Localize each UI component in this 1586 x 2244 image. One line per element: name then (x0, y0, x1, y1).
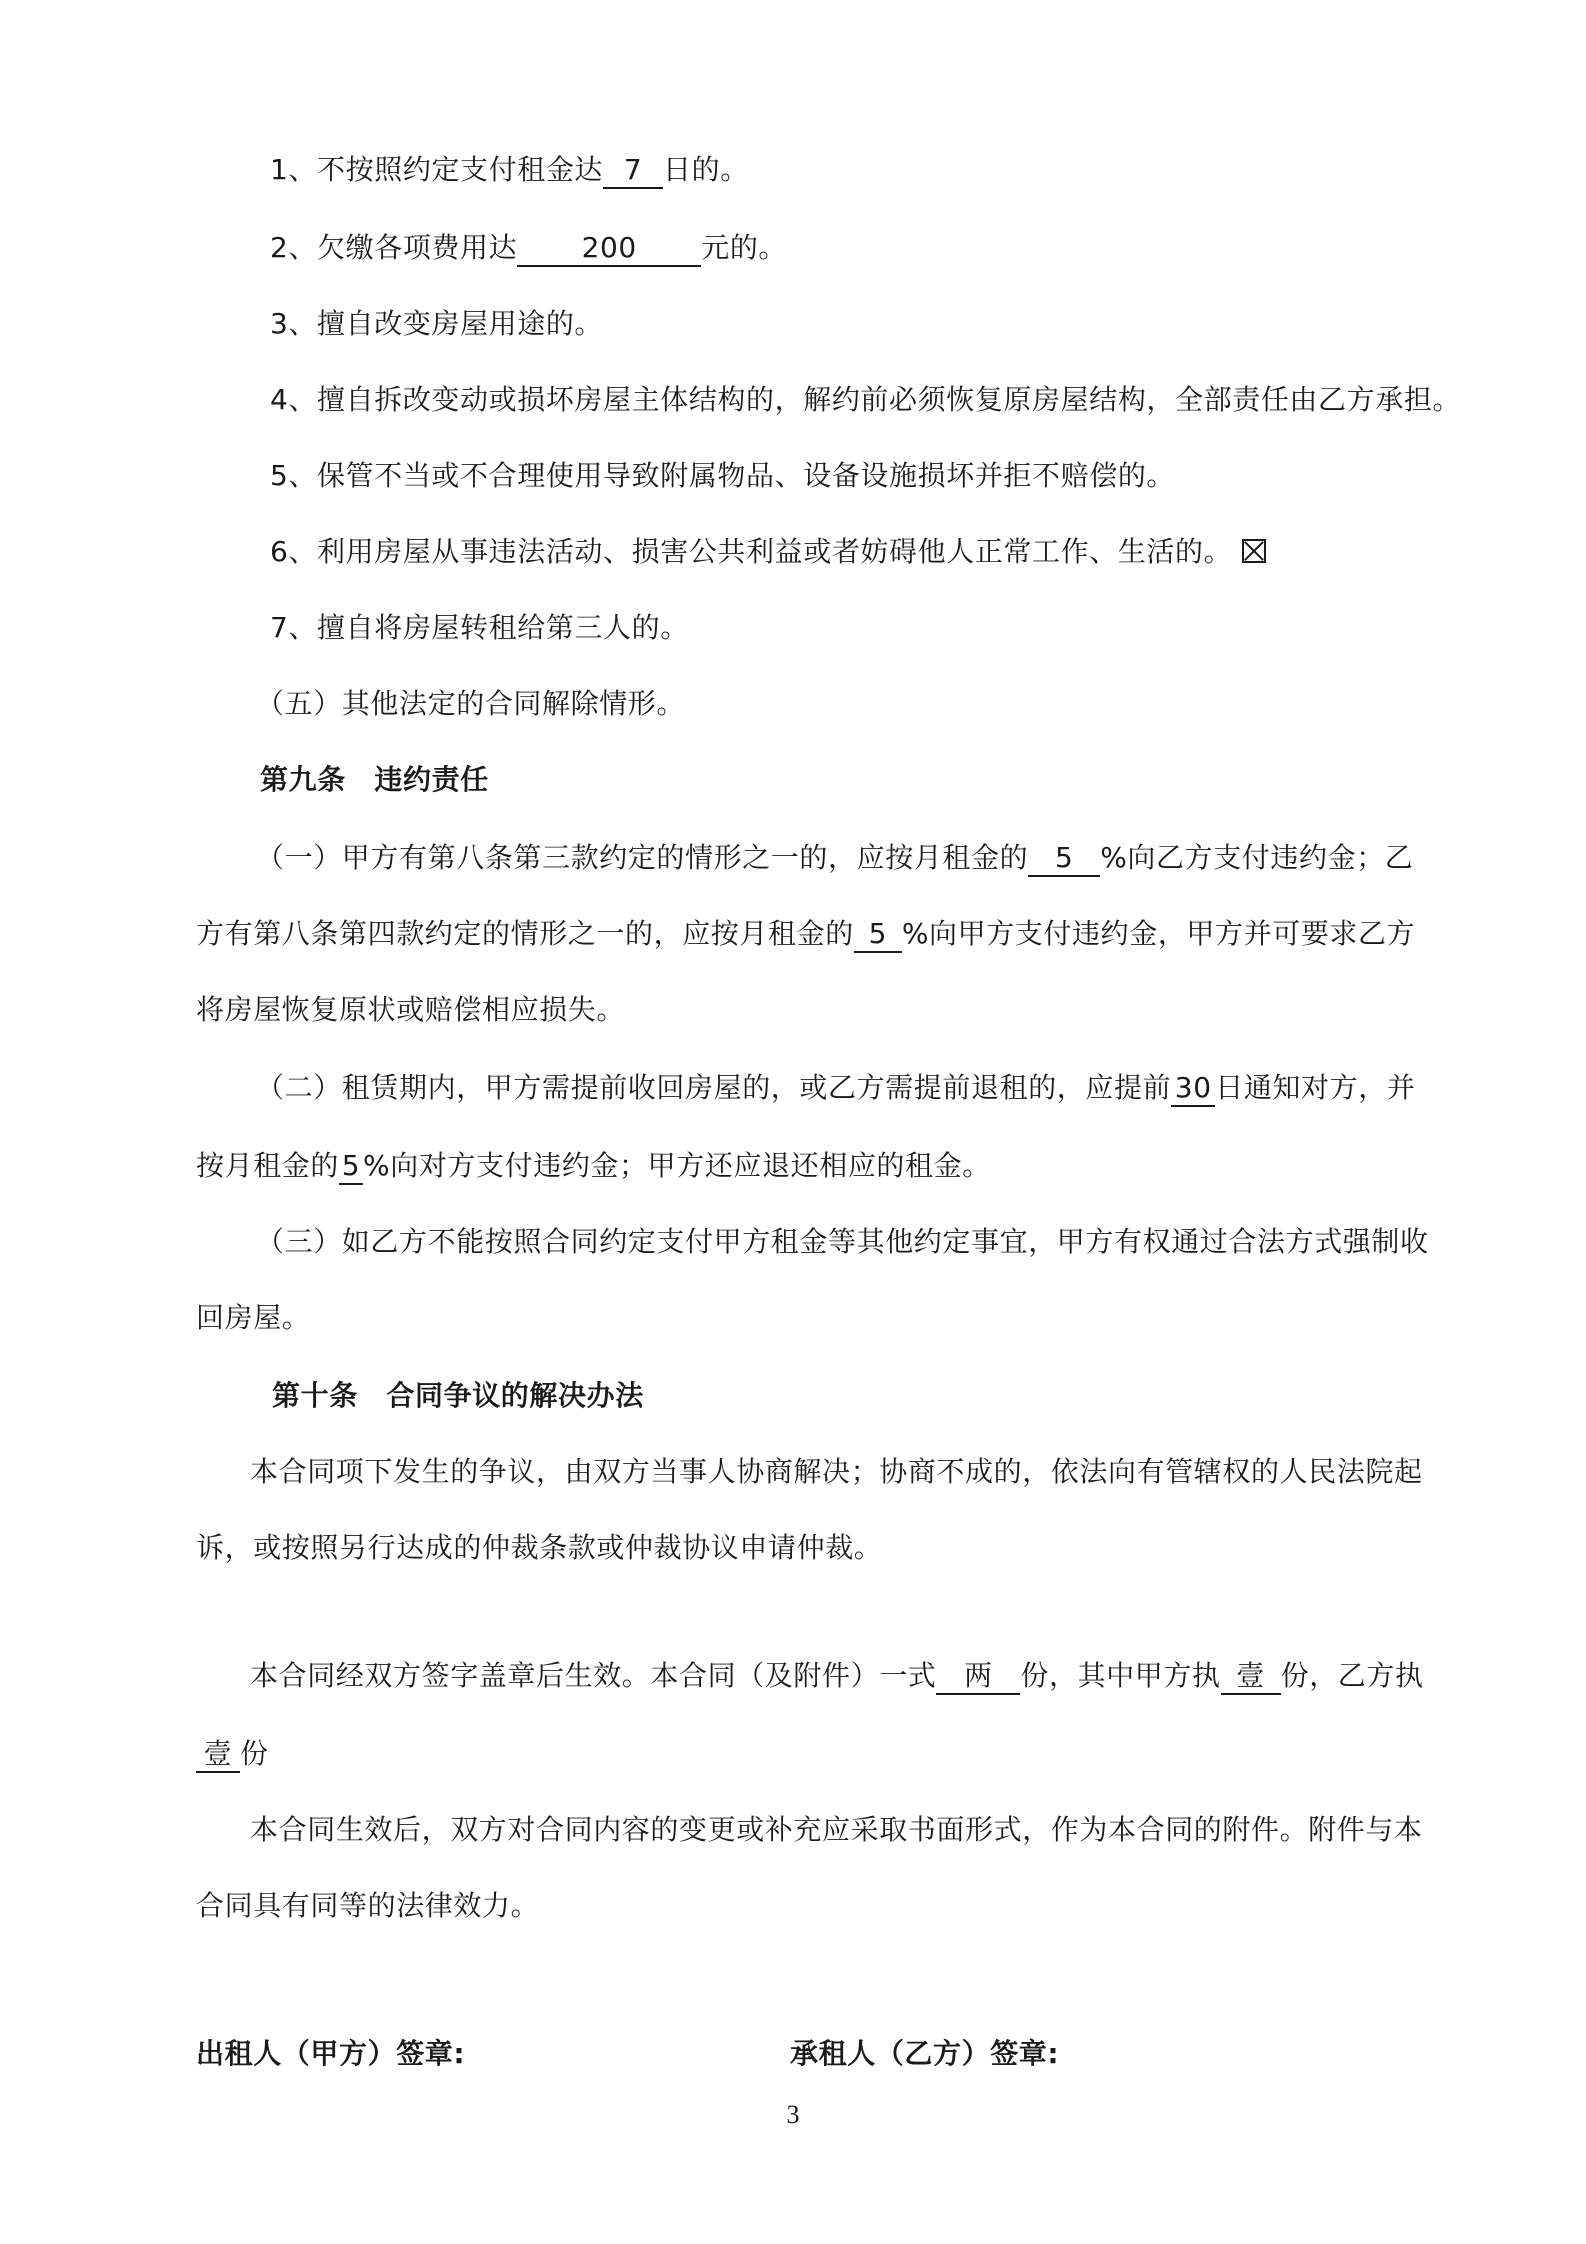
clause-item-2: 2、欠缴各项费用达 200 元的。 (270, 228, 787, 268)
article-9-para-2-line-2: 按月租金的5%向对方支付违约金；甲方还应退还相应的租金。 (196, 1146, 991, 1186)
lessor-signature-label: 出租人（甲方）签章: (196, 2037, 466, 2070)
clause-item-3: 3、擅自改变房屋用途的。 (270, 307, 604, 340)
article-9-para-3-line-1: （三）如乙方不能按照合同约定支付甲方租金等其他约定事宜，甲方有权通过合法方式强制收 (256, 1225, 1429, 1258)
lessee-signature-label: 承租人（乙方）签章: (790, 2037, 1060, 2070)
article-10-heading: 第十条 合同争议的解决办法 (272, 1379, 644, 1412)
arrears-amount-field: 200 (517, 231, 701, 267)
closing-para-2-line-1: 本合同生效后，双方对合同内容的变更或补充应采取书面形式，作为本合同的附件。附件与本 (250, 1813, 1423, 1846)
clause-item-6: 6、利用房屋从事违法活动、损害公共利益或者妨碍他人正常工作、生活的。 (270, 532, 1266, 572)
lessor-copies-field: 壹 (1221, 1659, 1281, 1695)
article-9-para-1-line-1: （一）甲方有第八条第三款约定的情形之一的，应按月租金的 5 %向乙方支付违约金；乙 (256, 838, 1413, 878)
closing-para-2-line-2: 合同具有同等的法律效力。 (196, 1889, 540, 1922)
article-9-para-2-line-1: （二）租赁期内，甲方需提前收回房屋的，或乙方需提前退租的，应提前 30 日通知对方，并 (256, 1068, 1415, 1108)
closing-para-1-line-2: 壹 份 (196, 1734, 269, 1774)
article-9-heading: 第九条 违约责任 (260, 763, 489, 796)
clause-item-other: （五）其他法定的合同解除情形。 (256, 687, 686, 720)
article-9-para-3-line-2: 回房屋。 (196, 1301, 311, 1334)
article-10-para-line-1: 本合同项下发生的争议，由双方当事人协商解决；协商不成的，依法向有管辖权的人民法院起 (250, 1455, 1423, 1488)
clause-item-1: 1、不按照约定支付租金达 7 日的。 (270, 150, 749, 190)
closing-para-1-line-1: 本合同经双方签字盖章后生效。本合同（及附件）一式 两 份，其中甲方执 壹 份，乙方执 (250, 1656, 1424, 1696)
overdue-days-field: 7 (603, 153, 663, 189)
lessee-penalty-rate-field: 5 (854, 917, 902, 953)
clause-item-5: 5、保管不当或不合理使用导致附属物品、设备设施损坏并拒不赔偿的。 (270, 459, 1176, 492)
lessee-copies-field: 壹 (196, 1737, 240, 1773)
article-9-para-1-line-3: 将房屋恢复原状或赔偿相应损失。 (196, 993, 626, 1026)
notice-days-field: 30 (1171, 1071, 1215, 1107)
early-termination-rate-field: 5 (339, 1149, 363, 1185)
clause-item-7: 7、擅自将房屋转租给第三人的。 (270, 611, 689, 644)
page-number: 3 (786, 2100, 800, 2129)
article-10-para-line-2: 诉，或按照另行达成的仲裁条款或仲裁协议申请仲裁。 (196, 1531, 883, 1564)
lessor-penalty-rate-field: 5 (1028, 841, 1100, 877)
article-9-para-1-line-2: 方有第八条第四款约定的情形之一的，应按月租金的 5 %向甲方支付违约金，甲方并可要求乙方 (196, 914, 1415, 954)
clause-item-4: 4、擅自拆改变动或损坏房屋主体结构的，解约前必须恢复原房屋结构，全部责任由乙方承担。 (270, 383, 1462, 416)
checked-box-icon (1242, 539, 1266, 563)
copies-total-field: 两 (936, 1659, 1020, 1695)
